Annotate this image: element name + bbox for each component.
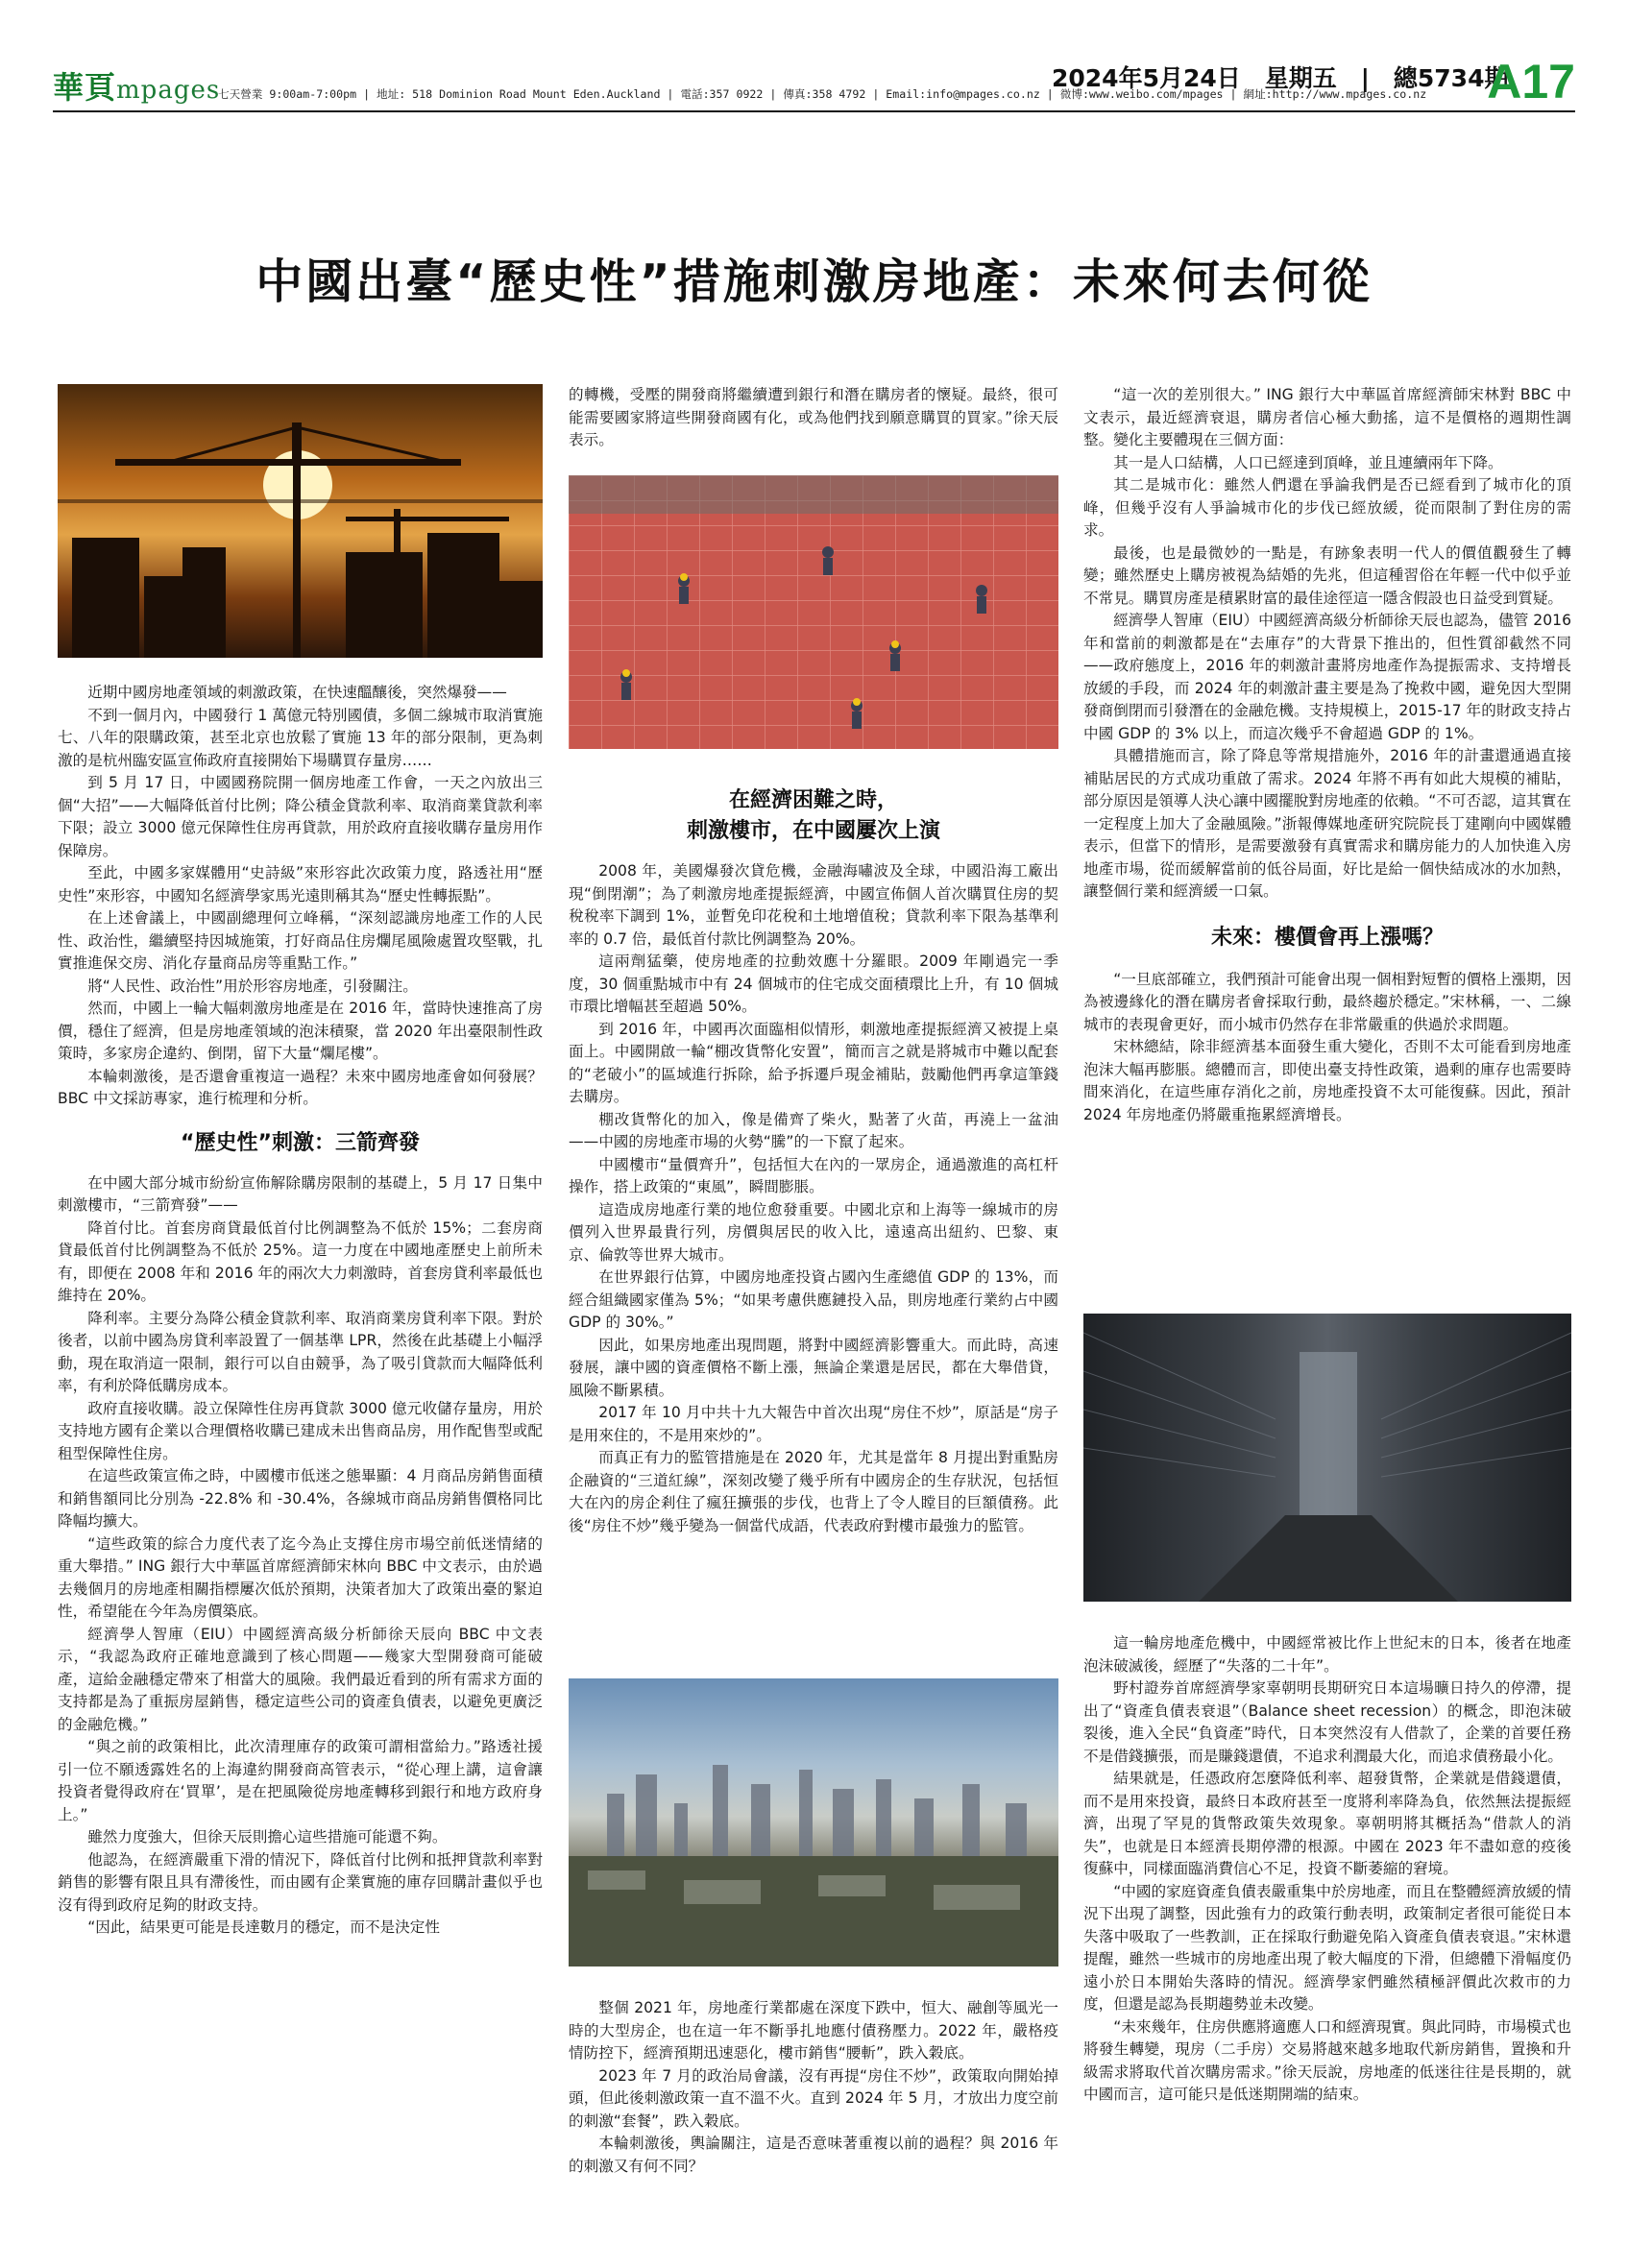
paragraph: 最後，也是最微妙的一點是，有跡象表明一代人的價值觀發生了轉變；雖然歷史上購房被視為結婚的先兆，但這種習俗在年輕一代中似乎並不常見。購買房產是積累財富的最佳途徑這一隱含假設也日益受到質疑。 bbox=[1083, 543, 1571, 607]
paragraph: 降首付比。首套房商貸最低首付比例調整為不低於 15%；二套房商貸最低首付比例調整為不低於 25%。這一力度在中國地產歷史上前所未有，即便在 2008 年和 2016 年的兩次大力刺激時，首套房貸利率最低也維持在 20%。 bbox=[58, 1218, 543, 1304]
paragraph: 到 5 月 17 日，中國國務院開一個房地產工作會，一天之內放出三個“大招”——大幅降低首付比例；降公積金貸款利率、取消商業貸款利率下限；設立 3000 億元保障性住房再貸款，用於政府直接收購存量房用作保障房。 bbox=[58, 774, 543, 859]
column-2-top bbox=[569, 384, 1058, 452]
paragraph: 政府直接收購。設立保障性住房再貸款 3000 億元收儲存量房，用於支持地方國有企業以合理價格收購已建成未出售商品房，用作配售型或配租型保障性住房。 bbox=[58, 1399, 543, 1462]
paragraph: 在中國大部分城市紛紛宣佈解除購房限制的基礎上，5 月 17 日集中刺激樓市，“三箭齊發”—— bbox=[58, 1173, 543, 1214]
paragraph: 整個 2021 年，房地產行業都處在深度下跌中，恒大、融創等風光一時的大型房企，也在這一年不斷爭扎地應付債務壓力。2022 年，嚴格疫情防控下，經濟預期迅速惡化，樓市銷售“腰斬”，跌入穀底。 bbox=[569, 1999, 1058, 2062]
contact-info: 七天營業 9:00am-7:00pm | 地址: 518 Dominion Road Mount Eden.Auckland | 電話:357 0922 | 傳真:358 4792 | Email:info@mpages.co.nz | 微博:www.weibo.com/mpages | 網址:http://www.mpages.co.nz bbox=[218, 87, 1427, 101]
paragraph: 至此，中國多家媒體用“史詩級”來形容此次政策力度，路透社用“歷史性”來形容，中國知名經濟學家馬光遠則稱其為“歷史性轉振點”。 bbox=[58, 864, 543, 905]
masthead bbox=[53, 55, 1575, 109]
issue-date: 2024年5月24日 星期五 | 總5734期 bbox=[1052, 64, 1509, 92]
paragraph: 降利率。主要分為降公積金貸款利率、取消商業房貸利率下限。對於後者，以前中國為房貸利率設置了一個基準 LPR，然後在此基礎上小幅浮動，現在取消這一限制，銀行可以自由競爭，為了吸引貸款而大幅降低利率，有利於降低購房成本。 bbox=[58, 1309, 543, 1394]
paragraph: 本輪刺激後，是否還會重複這一過程？未來中國房地產會如何發展？ BBC 中文採訪專家，進行梳理和分析。 bbox=[58, 1067, 543, 1107]
paragraph: 在上述會議上，中國副總理何立峰稱，“深刻認識房地產工作的人民性、政治性，繼續堅持因城施策，打好商品住房爛尾風險處置攻堅戰，扎實推進保交房、消化存量商品房等重點工作。” bbox=[58, 909, 543, 972]
paragraph: 結果就是，任憑政府怎麼降低利率、超發貨幣，企業就是借錢還債，而不是用來投資，最終日本政府甚至一度將利率降為負，依然無法提振經濟，出現了罕見的貨幣政策失效現象。辜朝明將其概括為“借款人的消失”，也就是日本經濟長期停滯的根源。中國在 2023 年不盡如意的疫後復蘇中，同樣面臨消費信心不足，投資不斷萎縮的窘境。 bbox=[1083, 1770, 1571, 1877]
paragraph: 2008 年，美國爆發次貸危機，金融海嘯波及全球，中國沿海工廠出現“倒閉潮”；為了刺激房地產提振經濟，中國宣佈個人首次購買住房的契稅稅率下調到 1%，並暫免印花稅和土地增值稅；貸款利率下限為基準利率的 0.7 倍，最低首付款比例調整為 20%。 bbox=[569, 862, 1058, 948]
paragraph: 雖然力度強大，但徐天辰則擔心這些措施可能還不夠。 bbox=[87, 1828, 448, 1846]
column-3-bottom bbox=[1083, 1632, 1571, 2107]
headline: 中國出臺“歷史性”措施刺激房地產：未來何去何從 bbox=[255, 254, 1373, 309]
paragraph: 在世界銀行估算，中國房地產投資占國內生產總值 GDP 的 13%，而經合組織國家僅為 5%；“如果考慮供應鏈投入品，則房地產行業約占中國 GDP 的 30%。” bbox=[569, 1268, 1058, 1331]
paragraph: “未來幾年，住房供應將適應人口和經濟現實。與此同時，市場模式也將發生轉變，現房（二手房）交易將越來越多地取代新房銷售，置換和升級需求將取代首次購房需求。”徐天辰說，房地產的低迷往往是長期的，就中國而言，這可能只是低迷期開端的結束。 bbox=[1083, 2017, 1571, 2103]
photo-construction-site bbox=[569, 475, 1058, 749]
subheading-future: 未來：樓價會再上漲嗎？ bbox=[1210, 925, 1444, 950]
paragraph: “這些政策的綜合力度代表了迄今為止支撐住房市場空前低迷情緒的重大舉措。” ING 銀行大中華區首席經濟師宋林向 BBC 中文表示，由於過去幾個月的房地產相關指標屢次低於預期，決策者加大了政策出臺的緊迫性，希望能在今年為房價築底。 bbox=[58, 1534, 543, 1620]
paragraph: 的轉機，受壓的開發商將繼續遭到銀行和潛在購房者的懷疑。最終，很可能需要國家將這些開發商國有化，或為他們找到願意購買的買家。”徐天辰表示。 bbox=[569, 386, 1058, 448]
paragraph: 這一輪房地產危機中，中國經常被比作上世紀末的日本，後者在地產泡沫破滅後，經歷了“失落的二十年”。 bbox=[1083, 1634, 1571, 1675]
paragraph: 經濟學人智庫（EIU）中國經濟高級分析師徐天辰向 BBC 中文表示，“我認為政府正確地意識到了核心問題——幾家大型開發商可能破產，這給金融穩定帶來了相當大的風險。我們最近看到的所有需求方面的支持都是為了重振房屋銷售，穩定這些公司的資產負債表，以避免更廣泛的金融危機。” bbox=[58, 1625, 543, 1733]
paragraph: 其一是人口結構，人口已經達到頂峰，並且連續兩年下降。 bbox=[1113, 453, 1503, 471]
paragraph: “因此，結果更可能是長達數月的穩定，而不是決定性 bbox=[87, 1918, 440, 1936]
photo-crane-sunset bbox=[58, 384, 543, 658]
photo-empty-buildings bbox=[1083, 1314, 1571, 1602]
paragraph: 這造成房地產行業的地位愈發重要。中國北京和上海等一線城市的房價列入世界最貴行列，房價與居民的收入比，遠遠高出紐約、巴黎、東京、倫敦等世界大城市。 bbox=[569, 1200, 1058, 1264]
paragraph: 將“人民性、政治性”用於形容房地產，引發關注。 bbox=[87, 977, 418, 995]
paragraph: 這兩劑猛藥，使房地產的拉動效應十分羅眼。2009 年剛過完一季度，30 個重點城市中有 24 個城市的住宅成交面積環比上升，有 10 個城市環比增幅甚至超過 50%。 bbox=[569, 953, 1058, 1015]
paragraph: 到 2016 年，中國再次面臨相似情形，刺激地產提振經濟又被提上桌面上。中國開啟一輪“棚改貨幣化安置”，簡而言之就是將城市中難以配套的“老破小”的區域進行拆除，給予拆遷戶現金補貼，鼓勵他們再拿這筆錢去購房。 bbox=[569, 1020, 1058, 1105]
column-1-intro bbox=[58, 682, 543, 1940]
paragraph: 不到一個月內，中國發行 1 萬億元特別國債，多個二線城市取消實施七、八年的限購政策，甚至北京也放鬆了實施 13 年的部分限制，更為刺激的是杭州臨安區宣佈政府直接開始下場購買存量房…… bbox=[58, 706, 543, 769]
column-2-middle bbox=[569, 785, 1058, 1537]
paragraph: 2023 年 7 月的政治局會議，沒有再提“房住不炒”，政策取向開始掉頭，但此後刺激政策一直不溫不火。直到 2024 年 5 月，才放出力度空前的刺激“套餐”，跌入穀底。 bbox=[569, 2066, 1058, 2130]
paragraph: 2017 年 10 月中共十九大報告中首次出現“房住不炒”，原話是“房子是用來住的，不是用來炒的”。 bbox=[569, 1404, 1058, 1444]
paragraph: 具體措施而言，除了降息等常規措施外，2016 年的計畫還通過直接補貼居民的方式成功重啟了需求。2024 年將不再有如此大規模的補貼，部分原因是領導人決心讓中國擺脫對房地產的依賴。“不可否認，這其實在一定程度上加大了金融風險。”浙報傳媒地產研究院院長丁建剛向中國媒體表示，但當下的情形，是需要激發有真實需求和購房能力的人加快進入房地產市場，從而緩解當前的低谷局面，好比是給一個快結成冰的水加熱，讓整個行業和經濟緩一口氣。 bbox=[1083, 747, 1571, 900]
paragraph: 本輪刺激後，輿論關注，這是否意味著重複以前的過程？與 2016 年的刺激又有何不同？ bbox=[569, 2135, 1058, 2175]
paragraph: 在這些政策宣佈之時，中國樓市低迷之態畢顯：4 月商品房銷售面積和銷售額同比分別為 -22.8% 和 -30.4%，各線城市商品房銷售價格同比降幅均擴大。 bbox=[58, 1467, 543, 1530]
header-rule bbox=[53, 110, 1575, 112]
paragraph: 經濟學人智庫（EIU）中國經濟高級分析師徐天辰也認為，儘管 2016 年和當前的刺激都是在“去庫存”的大背景下推出的，但性質卻截然不同——政府態度上，2016 年的刺激計畫將房地產作為提振需求、支持增長放緩的手段，而 2024 年的刺激計畫主要是為了挽救中國，避免因大型開發商倒閉而引發潛在的金融危機。支持規模上，2015-17 年的財政支持占中國 GDP 的 3% 以上，而這次幾乎不會超過 GDP 的 1%。 bbox=[1083, 612, 1571, 742]
subheading-past-stimulus-2: 刺激樓市，在中國屢次上演 bbox=[686, 819, 940, 843]
paragraph: 其二是城市化：雖然人們還在爭論我們是否已經看到了城市化的頂峰，但幾乎沒有人爭論城市化的步伐已經放緩，從而限制了對住房的需求。 bbox=[1083, 476, 1571, 539]
paragraph: 中國樓市“量價齊升”，包括恒大在內的一眾房企，通過激進的高杠杆操作，搭上政策的“東風”，瞬間膨脹。 bbox=[569, 1155, 1058, 1195]
paragraph: “中國的家庭資產負債表嚴重集中於房地產，而且在整體經濟放緩的情況下出現了調整，因此強有力的政策行動表明，政策制定者很可能從日本失落中吸取了一些教訓，正在採取行動避免陷入資產負債表衰退。”宋林還提醒，雖然一些城市的房地產出現了較大幅度的下滑，但總體下滑幅度仍遠小於日本開始失落時的情況。經濟學家們雖然積極評價此次救市的力度，但還是認為長期趨勢並未改變。 bbox=[1083, 1882, 1571, 2013]
paragraph: “一旦底部確立，我們預計可能會出現一個相對短暫的價格上漲期，因為被邊緣化的潛在購房者會採取行動，最終趨於穩定。”宋林稱，一、二線城市的表現會更好，而小城市仍然存在非常嚴重的供過於求問題。 bbox=[1083, 970, 1571, 1033]
page-number: A17 bbox=[1487, 55, 1575, 109]
paragraph: 而真正有力的監管措施是在 2020 年，尤其是當年 8 月提出對重點房企融資的“三道紅線”，深刻改變了幾乎所有中國房企的生存狀況，包括恒大在內的房企剎住了瘋狂擴張的步伐，也背上了令人瞠目的巨額債務。此後“房住不炒”幾乎變為一個當代成語，代表政府對樓市最強力的監管。 bbox=[569, 1449, 1058, 1534]
paragraph: 然而，中國上一輪大幅刺激房地產是在 2016 年，當時快速推高了房價，穩住了經濟，但是房地產領域的泡沫積聚，當 2020 年出臺限制性政策時，多家房企違約、倒閉，留下大量“爛尾樓”。 bbox=[58, 1000, 543, 1062]
paragraph: “與之前的政策相比，此次清理庫存的政策可謂相當給力。”路透社援引一位不願透露姓名的上海違約開發商高管表示，“從心理上講，這會讓投資者覺得政府在‘買單’，是在把風險從房地產轉移到銀行和地方政府身上。” bbox=[58, 1738, 543, 1823]
photo-city-skyline bbox=[569, 1678, 1058, 1966]
paragraph: 近期中國房地產領域的刺激政策，在快速醞釀後，突然爆發—— bbox=[87, 684, 507, 701]
column-2-bottom bbox=[569, 1997, 1058, 2178]
logo: 華頁mpages bbox=[53, 69, 221, 106]
paragraph: 因此，如果房地產出現問題，將對中國經濟影響重大。而此時，高速發展，讓中國的資產價格不斷上漲，無論企業還是居民，都在大舉借貸，風險不斷累積。 bbox=[569, 1336, 1058, 1399]
paragraph: 宋林總結，除非經濟基本面發生重大變化，否則不太可能看到房地產泡沫大幅再膨脹。總體而言，即使出臺支持性政策，過剩的庫存也需要時間來消化，在這些庫存消化之前，房地產投資不太可能復蘇。因此，預計 2024 年房地產仍將嚴重拖累經濟增長。 bbox=[1083, 1038, 1571, 1123]
paragraph: 他認為，在經濟嚴重下滑的情況下，降低首付比例和抵押貸款利率對銷售的影響有限且具有滯後性，而由國有企業實施的庫存回購計畫似乎也沒有得到政府足夠的財政支持。 bbox=[58, 1850, 543, 1914]
subheading-past-stimulus-1: 在經濟困難之時， bbox=[728, 788, 898, 812]
column-3-top bbox=[1083, 384, 1571, 1126]
paragraph: “這一次的差別很大。” ING 銀行大中華區首席經濟師宋林對 BBC 中文表示，最近經濟衰退，購房者信心極大動搖，這不是價格的週期性調整。變化主要體現在三個方面： bbox=[1083, 386, 1571, 448]
paragraph: 野村證券首席經濟學家辜朝明長期研究日本這場曠日持久的停滯，提出了“資產負債表衰退”（Balance sheet recession）的概念，即泡沫破裂後，進入全民“負資產”時代，日本突然沒有人借款了，企業的首要任務不是借錢擴張，而是賺錢還債，不追求利潤最大化，而追求債務最小化。 bbox=[1083, 1679, 1571, 1765]
paragraph: 棚改貨幣化的加入，像是備齊了柴火，點著了火苗，再澆上一盆油——中國的房地產市場的火勢“騰”的一下竄了起來。 bbox=[569, 1110, 1058, 1150]
subheading-historic: “歷史性”刺激：三箭齊發 bbox=[181, 1130, 420, 1155]
